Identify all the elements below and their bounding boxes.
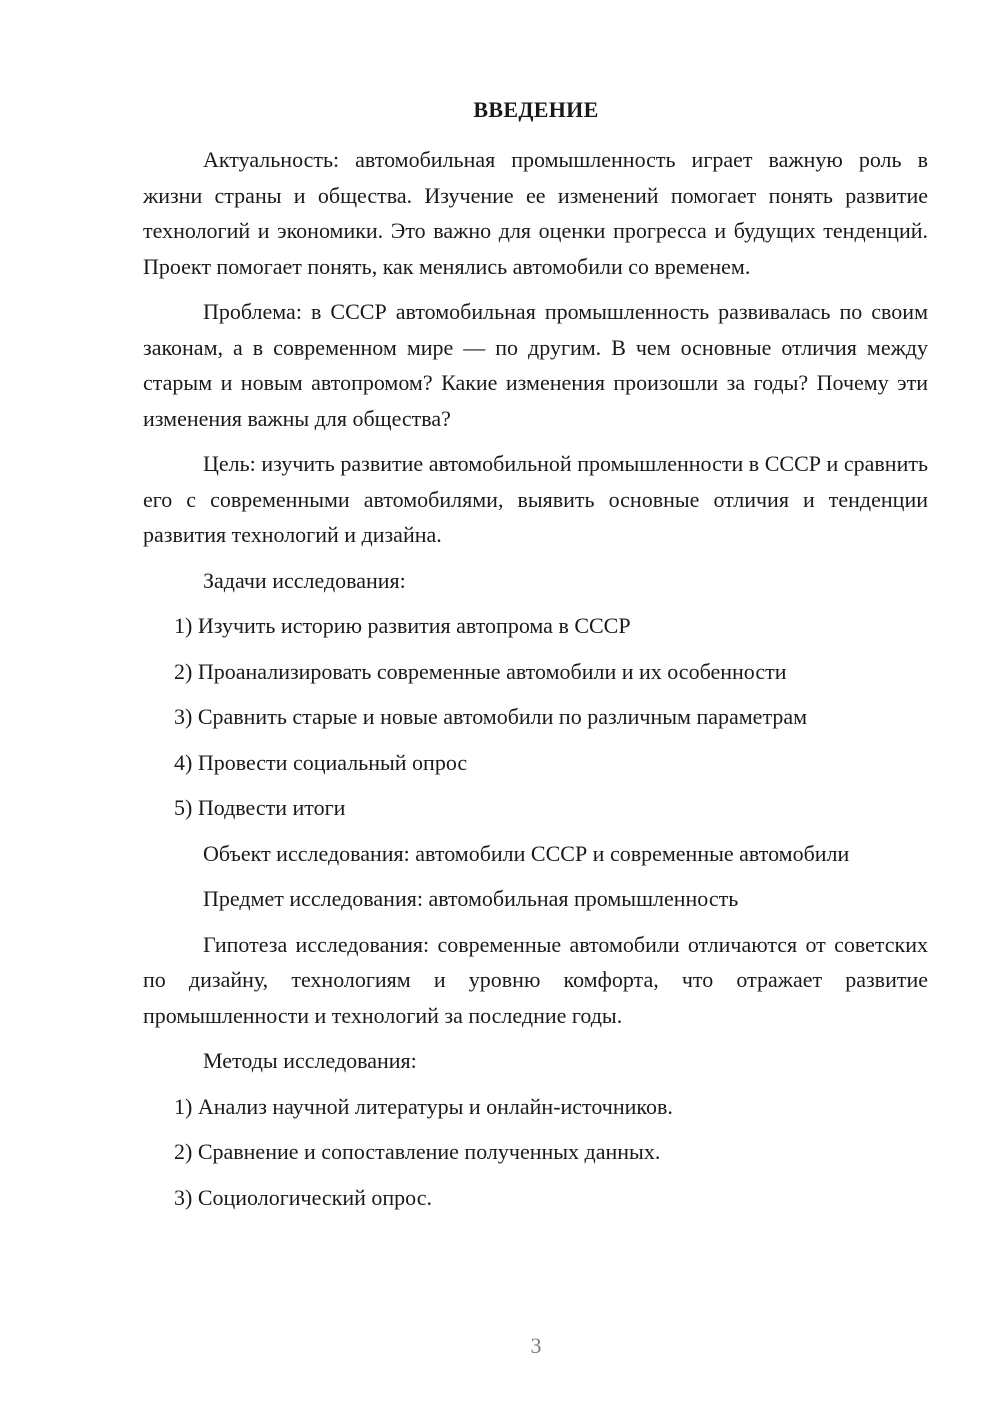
list-item: 1) Анализ научной литературы и онлайн-источников. — [174, 1093, 673, 1119]
list-item: 2) Проанализировать современные автомобили и их особенности — [174, 658, 787, 684]
page-title: ВВЕДЕНИЕ — [473, 97, 599, 122]
page-number: 3 — [530, 1333, 542, 1358]
hypothesis-paragraph: Гипотеза исследования: современные автомобили отличаются от советских по дизайну, технологиям и уровню комфорта, что отражает развитие промышленности и технологий за последние годы. — [143, 931, 928, 1028]
tasks-heading: Задачи исследования: — [203, 567, 406, 593]
methods-list — [143, 1089, 928, 1216]
list-item: 5) Подвести итоги — [174, 795, 346, 820]
problem-paragraph: Проблема: в СССР автомобильная промышленность развивалась по своим законам, а в современном мире — по другим. В чем основные отличия между старым и новым автопромом? Какие изменения произошли за годы? Почему эти изменения важны для общества? — [143, 299, 928, 431]
relevance-paragraph: Актуальность: автомобильная промышленность играет важную роль в жизни страны и общества. Изучение ее изменений помогает понять развитие технологий и экономики. Это важно для оценки прогресса и будущих тенденций. Проект помогает понять, как менялись автомобили со временем. — [143, 147, 928, 279]
tasks-list — [143, 608, 928, 826]
goal-paragraph: Цель: изучить развитие автомобильной промышленности в СССР и сравнить его с современными автомобилями, выявить основные отличия и тенденции развития технологий и дизайна. — [143, 451, 928, 547]
document-body — [143, 142, 928, 1225]
subject-paragraph: Предмет исследования: автомобильная промышленность — [203, 886, 739, 911]
list-item: 2) Сравнение и сопоставление полученных данных. — [174, 1139, 661, 1164]
list-item: 3) Сравнить старые и новые автомобили по различным параметрам — [174, 704, 808, 729]
object-paragraph: Объект исследования: автомобили СССР и современные автомобили — [203, 840, 850, 866]
methods-heading: Методы исследования: — [203, 1048, 417, 1073]
list-item: 1) Изучить историю развития автопрома в СССР — [174, 613, 631, 638]
list-item: 3) Социологический опрос. — [174, 1184, 432, 1210]
list-item: 4) Провести социальный опрос — [174, 749, 468, 775]
